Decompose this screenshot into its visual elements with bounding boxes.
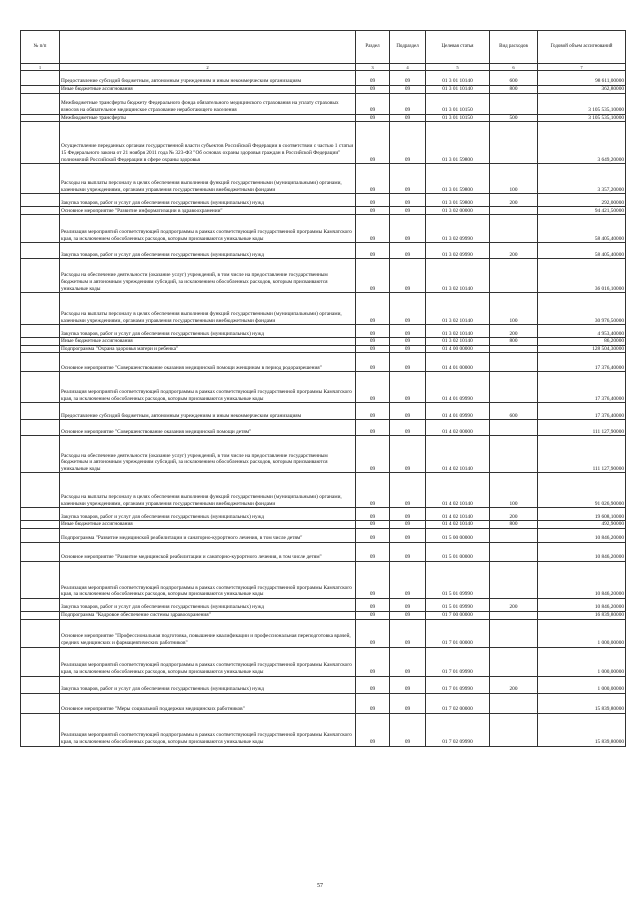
row-name-cell: Закупка товаров, работ и услуг для обеспечения государственных (муниципальных) нужд bbox=[60, 508, 356, 521]
table-row bbox=[21, 561, 626, 598]
row-name-cell: Иные бюджетные ассигнования bbox=[60, 86, 356, 94]
row-target-article-cell: 01 3 01 10150 bbox=[426, 93, 490, 114]
row-section-cell: 09 bbox=[356, 693, 390, 713]
row-expense-type-cell bbox=[490, 345, 538, 353]
table-row bbox=[21, 345, 626, 353]
row-subsection-cell: 09 bbox=[390, 93, 426, 114]
row-section-cell: 09 bbox=[356, 325, 390, 338]
row-subsection-cell: 09 bbox=[390, 528, 426, 542]
table-row bbox=[21, 93, 626, 114]
row-section-cell: 09 bbox=[356, 436, 390, 473]
page-number: 57 bbox=[317, 883, 323, 889]
row-name-cell: Реализация мероприятий соответствующей подпрограммы в рамках соответствующей государственной программы Камчатского края, за исключением обособленных расходов, которым присваиваются уникальные коды bbox=[60, 372, 356, 403]
table-row bbox=[21, 259, 626, 293]
row-section-cell: 09 bbox=[356, 164, 390, 194]
row-expense-type-cell bbox=[490, 693, 538, 713]
row-expense-type-cell bbox=[490, 611, 538, 619]
row-target-article-cell: 01 7 01 09990 bbox=[426, 647, 490, 676]
row-number-cell bbox=[21, 561, 60, 598]
row-name-cell: Реализация мероприятий соответствующей подпрограммы в рамках соответствующей государственной программы Камчатского края, за исключением обособленных расходов, которым присваиваются уникальные коды bbox=[60, 215, 356, 243]
row-number-cell bbox=[21, 528, 60, 542]
row-amount-cell: 58 405,40000 bbox=[538, 243, 626, 259]
row-target-article-cell: 01 4 01 09990 bbox=[426, 403, 490, 420]
row-section-cell: 09 bbox=[356, 542, 390, 561]
row-expense-type-cell: 200 bbox=[490, 598, 538, 611]
row-section-cell: 09 bbox=[356, 521, 390, 529]
row-number-cell bbox=[21, 71, 60, 86]
row-target-article-cell: 01 5 01 09990 bbox=[426, 598, 490, 611]
table-row bbox=[21, 194, 626, 207]
row-amount-cell: 15 839,80000 bbox=[538, 713, 626, 746]
table-row bbox=[21, 114, 626, 122]
row-name-cell: Подпрограмма "Кадровое обеспечение системы здравоохранения" bbox=[60, 611, 356, 619]
row-expense-type-cell: 600 bbox=[490, 403, 538, 420]
table-row bbox=[21, 86, 626, 94]
row-section-cell: 09 bbox=[356, 403, 390, 420]
row-number-cell bbox=[21, 619, 60, 647]
row-target-article-cell: 01 3 01 59800 bbox=[426, 122, 490, 164]
row-subsection-cell: 09 bbox=[390, 325, 426, 338]
row-expense-type-cell: 100 bbox=[490, 473, 538, 508]
row-expense-type-cell bbox=[490, 122, 538, 164]
row-subsection-cell: 09 bbox=[390, 676, 426, 693]
row-subsection-cell: 09 bbox=[390, 508, 426, 521]
row-number-cell bbox=[21, 473, 60, 508]
row-name-cell: Расходы на выплаты персоналу в целях обеспечения выполнения функций государственными (муниципальными) органами, казенными учреждениями, органами управления государственными внебюджетными фондами bbox=[60, 473, 356, 508]
row-number-cell bbox=[21, 353, 60, 372]
row-section-cell: 09 bbox=[356, 372, 390, 403]
row-target-article-cell: 01 7 02 09990 bbox=[426, 713, 490, 746]
table-row bbox=[21, 508, 626, 521]
row-name-cell: Закупка товаров, работ и услуг для обеспечения государственных (муниципальных) нужд bbox=[60, 243, 356, 259]
table-row bbox=[21, 542, 626, 561]
table-row bbox=[21, 473, 626, 508]
table-row bbox=[21, 521, 626, 529]
row-section-cell: 09 bbox=[356, 508, 390, 521]
row-section-cell: 09 bbox=[356, 420, 390, 436]
row-target-article-cell: 01 7 01 09990 bbox=[426, 676, 490, 693]
row-name-cell: Межбюджетные трансферты bbox=[60, 114, 356, 122]
table-row bbox=[21, 338, 626, 346]
row-subsection-cell: 09 bbox=[390, 561, 426, 598]
row-name-cell: Основное мероприятие "Профессиональная подготовка, повышение квалификации и профессиональная переподготовка врачей, средних медицинских и фармацевтических работников" bbox=[60, 619, 356, 647]
row-subsection-cell: 09 bbox=[390, 71, 426, 86]
row-target-article-cell: 01 3 01 10140 bbox=[426, 71, 490, 86]
row-amount-cell: 19 608,10000 bbox=[538, 508, 626, 521]
row-target-article-cell: 01 5 01 00000 bbox=[426, 542, 490, 561]
row-amount-cell: 292,00000 bbox=[538, 194, 626, 207]
row-target-article-cell: 01 5 01 09990 bbox=[426, 561, 490, 598]
row-amount-cell: 1 000,00000 bbox=[538, 647, 626, 676]
row-section-cell: 09 bbox=[356, 713, 390, 746]
row-subsection-cell: 09 bbox=[390, 420, 426, 436]
table-row bbox=[21, 353, 626, 372]
row-number-cell bbox=[21, 436, 60, 473]
row-subsection-cell: 09 bbox=[390, 207, 426, 215]
row-expense-type-cell: 800 bbox=[490, 521, 538, 529]
table-row bbox=[21, 436, 626, 473]
row-number-cell bbox=[21, 647, 60, 676]
row-expense-type-cell: 100 bbox=[490, 164, 538, 194]
row-subsection-cell: 09 bbox=[390, 164, 426, 194]
row-number-cell bbox=[21, 325, 60, 338]
row-amount-cell: 3 105 535,10000 bbox=[538, 114, 626, 122]
row-expense-type-cell bbox=[490, 619, 538, 647]
row-section-cell: 09 bbox=[356, 561, 390, 598]
row-number-cell bbox=[21, 598, 60, 611]
row-section-cell: 09 bbox=[356, 86, 390, 94]
row-section-cell: 09 bbox=[356, 598, 390, 611]
row-target-article-cell: 01 3 01 10150 bbox=[426, 114, 490, 122]
row-name-cell: Основное мероприятие "Развитие информатизации в здравоохранении" bbox=[60, 207, 356, 215]
row-number-cell bbox=[21, 693, 60, 713]
row-target-article-cell: 01 3 02 10140 bbox=[426, 338, 490, 346]
table-row bbox=[21, 207, 626, 215]
row-name-cell: Основное мероприятие "Совершенствование оказания медицинской помощи детям" bbox=[60, 420, 356, 436]
row-subsection-cell: 09 bbox=[390, 619, 426, 647]
row-target-article-cell: 01 3 02 09990 bbox=[426, 243, 490, 259]
row-subsection-cell: 09 bbox=[390, 436, 426, 473]
row-subsection-cell: 09 bbox=[390, 598, 426, 611]
row-subsection-cell: 09 bbox=[390, 611, 426, 619]
row-subsection-cell: 09 bbox=[390, 243, 426, 259]
row-target-article-cell: 01 3 01 59800 bbox=[426, 194, 490, 207]
row-amount-cell: 111 127,90000 bbox=[538, 436, 626, 473]
table-row bbox=[21, 420, 626, 436]
row-section-cell: 09 bbox=[356, 93, 390, 114]
row-name-cell: Предоставление субсидий бюджетным, автономным учреждениям и иным некоммерческим организациям bbox=[60, 71, 356, 86]
row-amount-cell: 30 976,50000 bbox=[538, 293, 626, 325]
row-number-cell bbox=[21, 508, 60, 521]
row-subsection-cell: 09 bbox=[390, 521, 426, 529]
row-section-cell: 09 bbox=[356, 71, 390, 86]
row-number-cell bbox=[21, 114, 60, 122]
row-subsection-cell: 09 bbox=[390, 293, 426, 325]
header-cell: Подраздел bbox=[390, 31, 426, 64]
row-amount-cell: 111 127,90000 bbox=[538, 420, 626, 436]
row-amount-cell: 86,20000 bbox=[538, 338, 626, 346]
row-name-cell: Основное мероприятие "Меры социальной поддержки медицинских работников" bbox=[60, 693, 356, 713]
table-row bbox=[21, 619, 626, 647]
row-amount-cell: 10 846,20000 bbox=[538, 598, 626, 611]
row-number-cell bbox=[21, 86, 60, 94]
row-target-article-cell: 01 4 02 10140 bbox=[426, 436, 490, 473]
row-section-cell: 09 bbox=[356, 194, 390, 207]
row-subsection-cell: 09 bbox=[390, 122, 426, 164]
row-number-cell bbox=[21, 676, 60, 693]
row-subsection-cell: 09 bbox=[390, 338, 426, 346]
row-amount-cell: 17 376,40000 bbox=[538, 403, 626, 420]
row-amount-cell: 94 421,50000 bbox=[538, 207, 626, 215]
row-expense-type-cell bbox=[490, 372, 538, 403]
row-subsection-cell: 09 bbox=[390, 114, 426, 122]
row-section-cell: 09 bbox=[356, 243, 390, 259]
row-name-cell: Подпрограмма "Охрана здоровья матери и ребенка" bbox=[60, 345, 356, 353]
row-expense-type-cell bbox=[490, 561, 538, 598]
row-amount-cell: 17 376,40000 bbox=[538, 353, 626, 372]
row-amount-cell: 3 357,20000 bbox=[538, 164, 626, 194]
table-body bbox=[21, 71, 626, 747]
row-expense-type-cell bbox=[490, 713, 538, 746]
row-target-article-cell: 01 4 02 10140 bbox=[426, 473, 490, 508]
row-expense-type-cell bbox=[490, 215, 538, 243]
row-amount-cell: 16 839,80000 bbox=[538, 611, 626, 619]
row-amount-cell: 58 405,40000 bbox=[538, 215, 626, 243]
table-row bbox=[21, 243, 626, 259]
row-amount-cell: 3 649,20000 bbox=[538, 122, 626, 164]
table-row bbox=[21, 215, 626, 243]
column-index-cell: 6 bbox=[490, 64, 538, 71]
row-number-cell bbox=[21, 93, 60, 114]
row-subsection-cell: 09 bbox=[390, 259, 426, 293]
header-cell: № п/п bbox=[21, 31, 60, 64]
header-cell bbox=[60, 31, 356, 64]
row-section-cell: 09 bbox=[356, 353, 390, 372]
row-target-article-cell: 01 3 01 59800 bbox=[426, 164, 490, 194]
row-section-cell: 09 bbox=[356, 293, 390, 325]
row-name-cell: Осуществление переданных органам государственной власти субъектов Российской Федерации в соответствии с частью 1 статьи 15 Федерального закона от 21 ноября 2011 года № 323-ФЗ "Об основах охраны здоровья граждан в Российской Федерации" полномочий Российской Федерации в сфере охраны здоровья bbox=[60, 122, 356, 164]
row-number-cell bbox=[21, 194, 60, 207]
budget-table bbox=[20, 30, 626, 747]
row-target-article-cell: 01 3 01 10140 bbox=[426, 86, 490, 94]
row-target-article-cell: 01 5 00 00000 bbox=[426, 528, 490, 542]
row-amount-cell: 36 016,10000 bbox=[538, 259, 626, 293]
row-amount-cell: 1 000,00000 bbox=[538, 619, 626, 647]
row-subsection-cell: 09 bbox=[390, 353, 426, 372]
header-cell: Вид расходов bbox=[490, 31, 538, 64]
header-cell: Целевая статья bbox=[426, 31, 490, 64]
row-name-cell: Закупка товаров, работ и услуг для обеспечения государственных (муниципальных) нужд bbox=[60, 598, 356, 611]
row-target-article-cell: 01 3 02 00000 bbox=[426, 207, 490, 215]
column-index-row bbox=[21, 64, 626, 71]
row-subsection-cell: 09 bbox=[390, 215, 426, 243]
row-expense-type-cell: 200 bbox=[490, 325, 538, 338]
row-number-cell bbox=[21, 713, 60, 746]
row-subsection-cell: 09 bbox=[390, 194, 426, 207]
row-section-cell: 09 bbox=[356, 338, 390, 346]
row-target-article-cell: 01 4 00 00000 bbox=[426, 345, 490, 353]
row-target-article-cell: 01 7 02 00000 bbox=[426, 693, 490, 713]
row-name-cell: Основное мероприятие "Совершенствование оказания медицинской помощи женщинам в период родоразрешения" bbox=[60, 353, 356, 372]
row-expense-type-cell: 600 bbox=[490, 71, 538, 86]
table-row bbox=[21, 713, 626, 746]
table-row bbox=[21, 325, 626, 338]
table-row bbox=[21, 693, 626, 713]
row-number-cell bbox=[21, 542, 60, 561]
row-section-cell: 09 bbox=[356, 676, 390, 693]
row-subsection-cell: 09 bbox=[390, 473, 426, 508]
row-section-cell: 09 bbox=[356, 207, 390, 215]
row-section-cell: 09 bbox=[356, 114, 390, 122]
table-header-row bbox=[21, 31, 626, 64]
row-section-cell: 09 bbox=[356, 473, 390, 508]
row-expense-type-cell: 800 bbox=[490, 86, 538, 94]
row-name-cell: Иные бюджетные ассигнования bbox=[60, 338, 356, 346]
row-expense-type-cell: 200 bbox=[490, 194, 538, 207]
row-expense-type-cell bbox=[490, 542, 538, 561]
row-target-article-cell: 01 4 02 10140 bbox=[426, 521, 490, 529]
row-number-cell bbox=[21, 215, 60, 243]
row-target-article-cell: 01 4 02 00000 bbox=[426, 420, 490, 436]
row-target-article-cell: 01 3 02 09990 bbox=[426, 215, 490, 243]
row-amount-cell: 128 504,30000 bbox=[538, 345, 626, 353]
row-number-cell bbox=[21, 259, 60, 293]
row-name-cell: Реализация мероприятий соответствующей подпрограммы в рамках соответствующей государственной программы Камчатского края, за исключением обособленных расходов, которым присваиваются уникальные коды bbox=[60, 647, 356, 676]
row-section-cell: 09 bbox=[356, 215, 390, 243]
row-expense-type-cell bbox=[490, 259, 538, 293]
row-name-cell: Расходы на выплаты персоналу в целях обеспечения выполнения функций государственными (муниципальными) органами, казенными учреждениями, органами управления государственными внебюджетными фондами bbox=[60, 293, 356, 325]
row-section-cell: 09 bbox=[356, 611, 390, 619]
row-name-cell: Закупка товаров, работ и услуг для обеспечения государственных (муниципальных) нужд bbox=[60, 325, 356, 338]
row-subsection-cell: 09 bbox=[390, 403, 426, 420]
row-amount-cell: 3 105 535,10000 bbox=[538, 93, 626, 114]
column-index-cell: 2 bbox=[60, 64, 356, 71]
row-amount-cell: 17 376,40000 bbox=[538, 372, 626, 403]
row-amount-cell: 1 000,00000 bbox=[538, 676, 626, 693]
row-section-cell: 09 bbox=[356, 528, 390, 542]
row-subsection-cell: 09 bbox=[390, 372, 426, 403]
row-subsection-cell: 09 bbox=[390, 542, 426, 561]
row-subsection-cell: 09 bbox=[390, 647, 426, 676]
header-cell: Годовой объем ассигнований bbox=[538, 31, 626, 64]
row-name-cell: Предоставление субсидий бюджетным, автономным учреждениям и иным некоммерческим организациям bbox=[60, 403, 356, 420]
table-row bbox=[21, 528, 626, 542]
row-target-article-cell: 01 3 02 10140 bbox=[426, 325, 490, 338]
row-name-cell: Расходы на обеспечение деятельности (оказание услуг) учреждений, в том числе на предоставление государственным бюджетным и автономным учреждениям субсидий, за исключением обособленных расходов, которым присваиваются уникальные коды bbox=[60, 436, 356, 473]
row-number-cell bbox=[21, 243, 60, 259]
row-name-cell: Реализация мероприятий соответствующей подпрограммы в рамках соответствующей государственной программы Камчатского края, за исключением обособленных расходов, которым присваиваются уникальные коды bbox=[60, 561, 356, 598]
column-index-cell: 3 bbox=[356, 64, 390, 71]
row-name-cell: Межбюджетные трансферты бюджету Федерального фонда обязательного медицинского страхования на уплату страховых взносов на обязательное медицинское страхование неработающего населения bbox=[60, 93, 356, 114]
table-row bbox=[21, 71, 626, 86]
row-expense-type-cell: 500 bbox=[490, 114, 538, 122]
row-number-cell bbox=[21, 345, 60, 353]
row-number-cell bbox=[21, 338, 60, 346]
row-name-cell: Расходы на выплаты персоналу в целях обеспечения выполнения функций государственными (муниципальными) органами, казенными учреждениями, органами управления государственными внебюджетными фондами bbox=[60, 164, 356, 194]
row-expense-type-cell: 200 bbox=[490, 508, 538, 521]
row-number-cell bbox=[21, 164, 60, 194]
row-name-cell: Подпрограмма "Развитие медицинской реабилитации и санаторно-курортного лечения, в том числе детям" bbox=[60, 528, 356, 542]
row-subsection-cell: 09 bbox=[390, 713, 426, 746]
row-target-article-cell: 01 3 02 10140 bbox=[426, 259, 490, 293]
row-number-cell bbox=[21, 420, 60, 436]
row-section-cell: 09 bbox=[356, 647, 390, 676]
row-name-cell: Основное мероприятие "Развитие медицинской реабилитации и санаторно-курортного лечения, в том числе детям" bbox=[60, 542, 356, 561]
row-target-article-cell: 01 4 02 10140 bbox=[426, 508, 490, 521]
table-row bbox=[21, 403, 626, 420]
row-expense-type-cell: 200 bbox=[490, 243, 538, 259]
row-expense-type-cell bbox=[490, 436, 538, 473]
row-section-cell: 09 bbox=[356, 259, 390, 293]
row-target-article-cell: 01 4 01 00000 bbox=[426, 353, 490, 372]
row-target-article-cell: 01 3 02 10140 bbox=[426, 293, 490, 325]
table-row bbox=[21, 676, 626, 693]
column-index-cell: 7 bbox=[538, 64, 626, 71]
row-section-cell: 09 bbox=[356, 619, 390, 647]
row-amount-cell: 10 846,20000 bbox=[538, 528, 626, 542]
row-subsection-cell: 09 bbox=[390, 345, 426, 353]
row-name-cell: Расходы на обеспечение деятельности (оказание услуг) учреждений, в том числе на предоставление государственным бюджетным и автономным учреждениям субсидий, за исключением обособленных расходов, которым присваиваются уникальные коды bbox=[60, 259, 356, 293]
row-target-article-cell: 01 4 01 09990 bbox=[426, 372, 490, 403]
row-amount-cell: 362,80000 bbox=[538, 86, 626, 94]
header-cell: Раздел bbox=[356, 31, 390, 64]
row-number-cell bbox=[21, 403, 60, 420]
row-name-cell: Реализация мероприятий соответствующей подпрограммы в рамках соответствующей государственной программы Камчатского края, за исключением обособленных расходов, которым присваиваются уникальные коды bbox=[60, 713, 356, 746]
row-amount-cell: 10 846,20000 bbox=[538, 542, 626, 561]
row-expense-type-cell: 100 bbox=[490, 293, 538, 325]
row-number-cell bbox=[21, 207, 60, 215]
table-row bbox=[21, 647, 626, 676]
row-subsection-cell: 09 bbox=[390, 693, 426, 713]
row-number-cell bbox=[21, 521, 60, 529]
row-name-cell: Закупка товаров, работ и услуг для обеспечения государственных (муниципальных) нужд bbox=[60, 194, 356, 207]
row-amount-cell: 4 953,40000 bbox=[538, 325, 626, 338]
row-expense-type-cell: 800 bbox=[490, 338, 538, 346]
row-amount-cell: 91 026,90000 bbox=[538, 473, 626, 508]
table-row bbox=[21, 293, 626, 325]
row-number-cell bbox=[21, 611, 60, 619]
row-number-cell bbox=[21, 372, 60, 403]
row-section-cell: 09 bbox=[356, 345, 390, 353]
row-target-article-cell: 01 7 00 00000 bbox=[426, 611, 490, 619]
row-expense-type-cell bbox=[490, 353, 538, 372]
row-expense-type-cell bbox=[490, 528, 538, 542]
row-amount-cell: 492,90000 bbox=[538, 521, 626, 529]
table-row bbox=[21, 598, 626, 611]
row-target-article-cell: 01 7 01 00000 bbox=[426, 619, 490, 647]
row-expense-type-cell bbox=[490, 420, 538, 436]
row-expense-type-cell bbox=[490, 647, 538, 676]
table-row bbox=[21, 611, 626, 619]
row-number-cell bbox=[21, 293, 60, 325]
row-expense-type-cell bbox=[490, 93, 538, 114]
column-index-cell: 5 bbox=[426, 64, 490, 71]
table-row bbox=[21, 122, 626, 164]
row-expense-type-cell bbox=[490, 207, 538, 215]
row-expense-type-cell: 200 bbox=[490, 676, 538, 693]
row-amount-cell: 15 839,80000 bbox=[538, 693, 626, 713]
row-name-cell: Иные бюджетные ассигнования bbox=[60, 521, 356, 529]
row-number-cell bbox=[21, 122, 60, 164]
row-name-cell: Закупка товаров, работ и услуг для обеспечения государственных (муниципальных) нужд bbox=[60, 676, 356, 693]
row-amount-cell: 98 611,00000 bbox=[538, 71, 626, 86]
column-index-cell: 4 bbox=[390, 64, 426, 71]
row-amount-cell: 10 846,20000 bbox=[538, 561, 626, 598]
row-subsection-cell: 09 bbox=[390, 86, 426, 94]
table-row bbox=[21, 372, 626, 403]
column-index-cell: 1 bbox=[21, 64, 60, 71]
table-row bbox=[21, 164, 626, 194]
row-section-cell: 09 bbox=[356, 122, 390, 164]
